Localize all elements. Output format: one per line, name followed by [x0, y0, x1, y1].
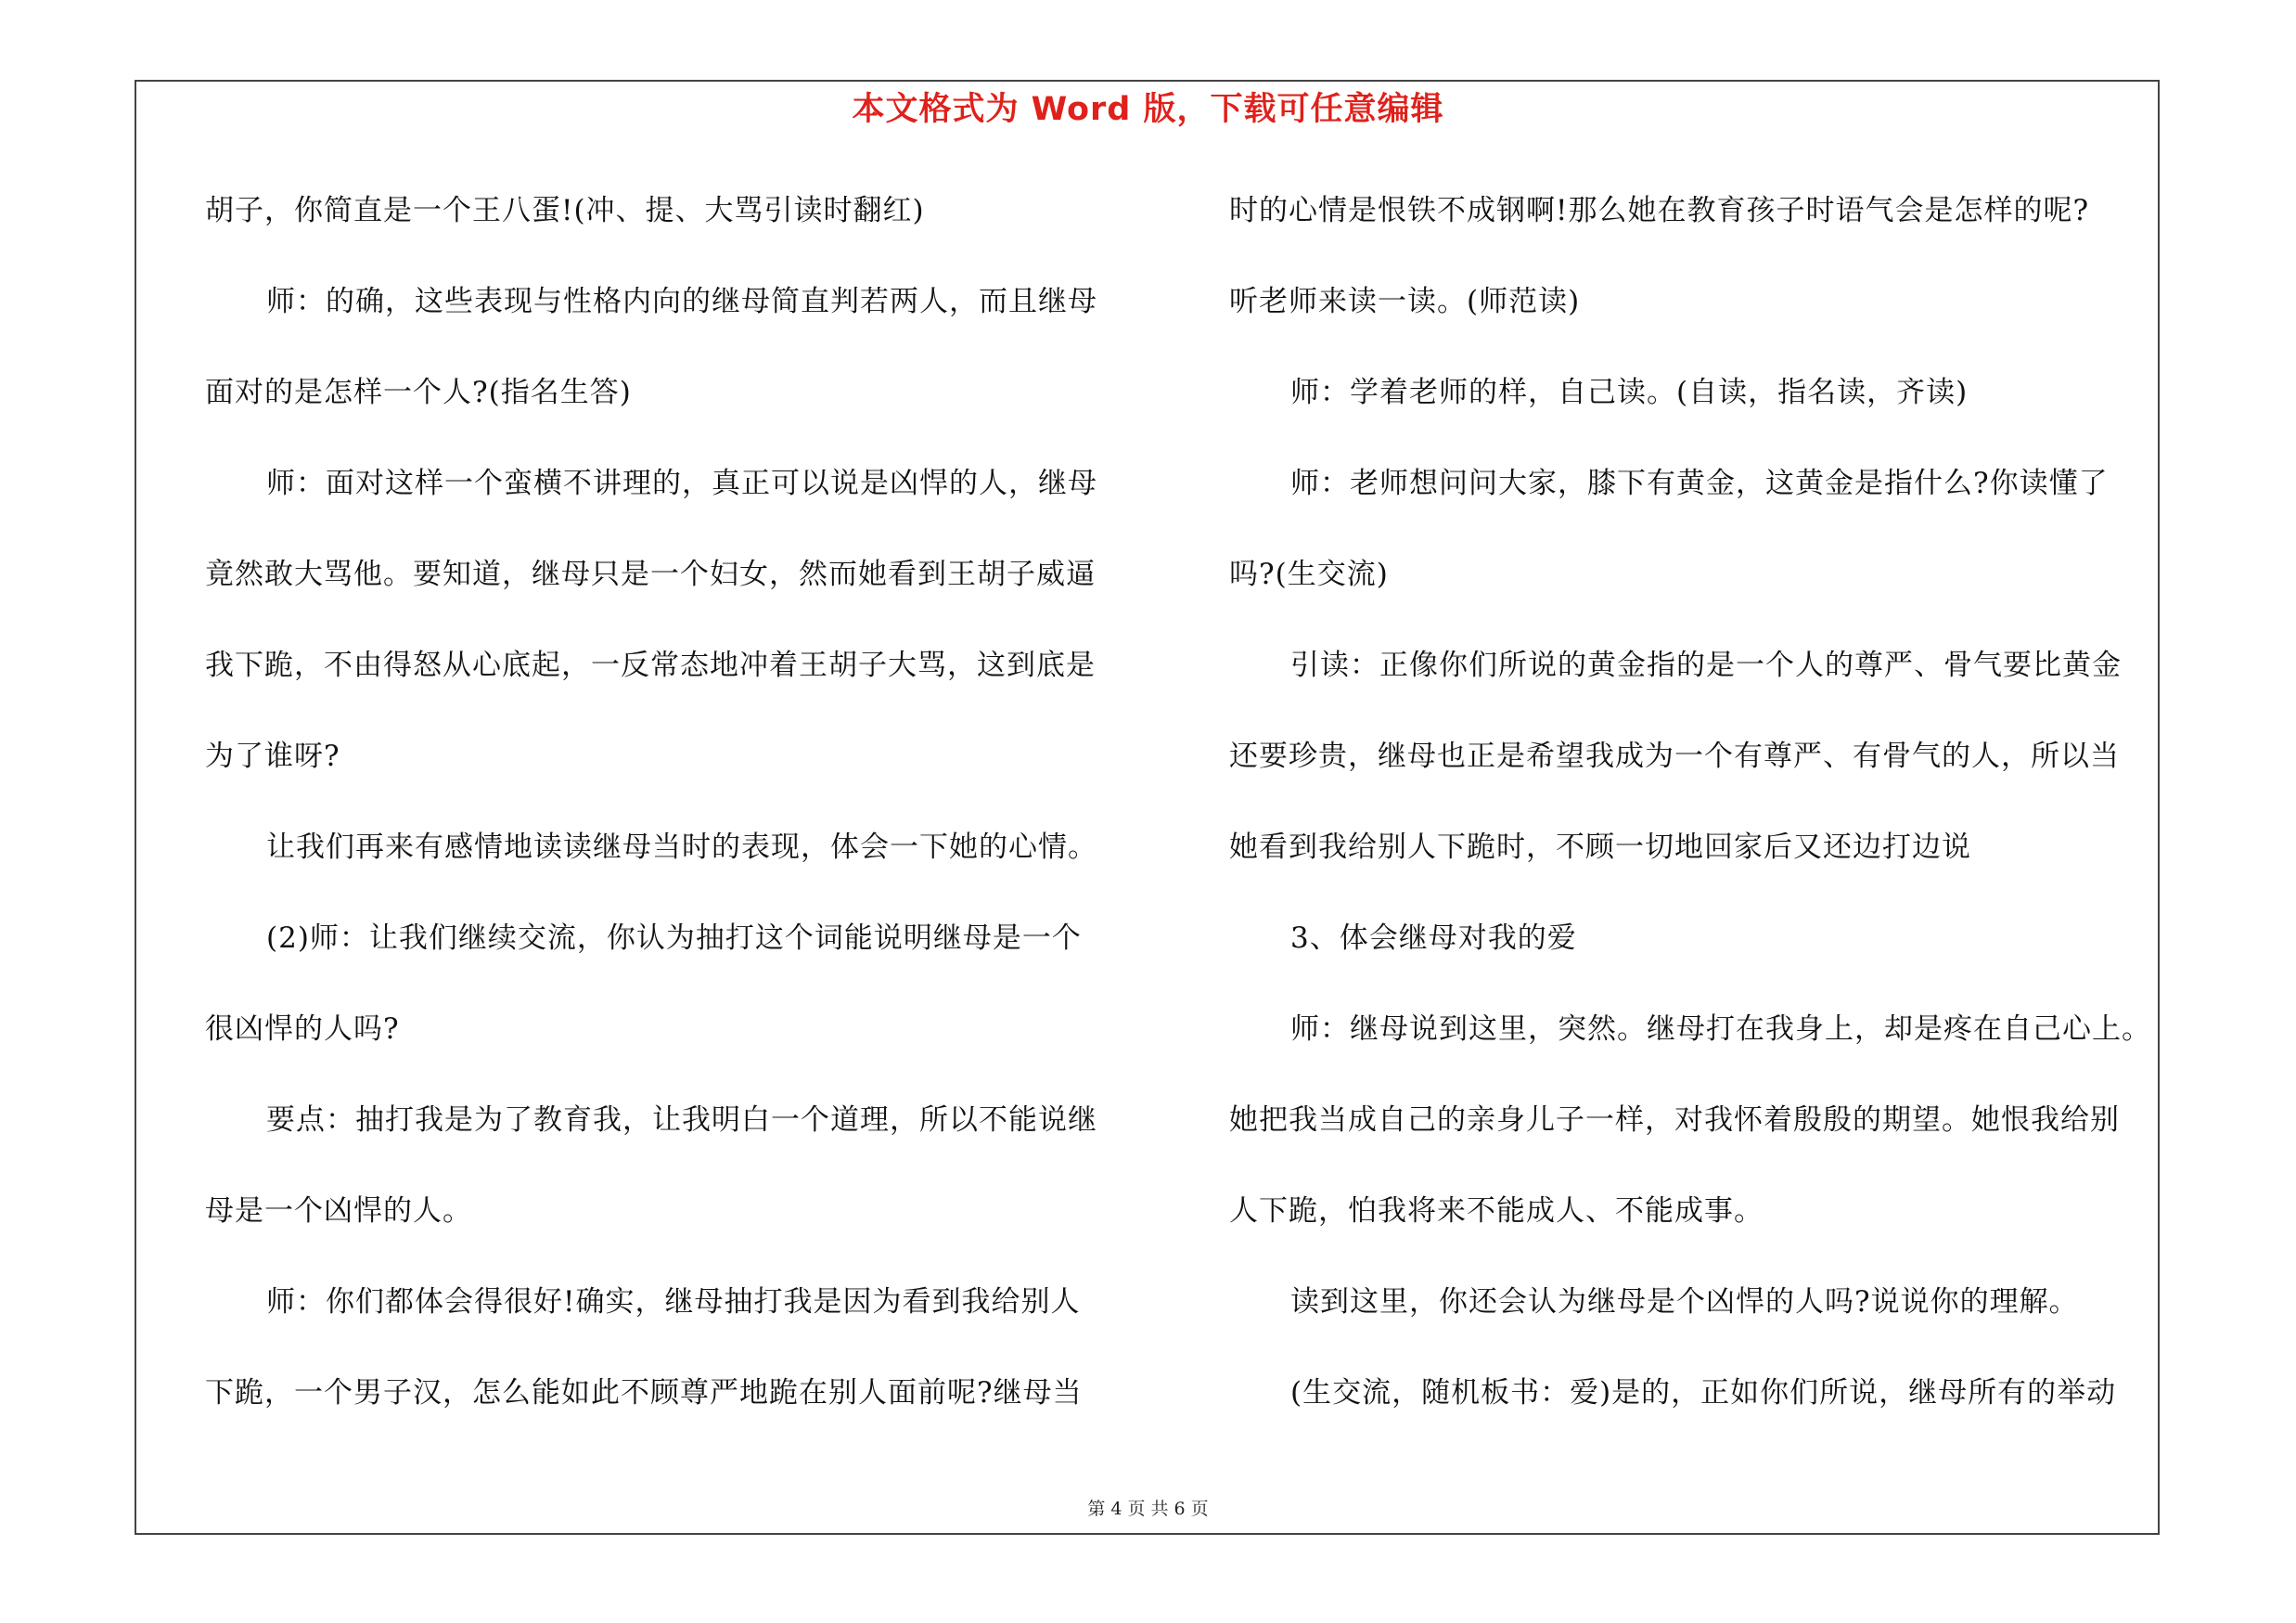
text-line: 下跪，一个男子汉，怎么能如此不顾尊严地跪在别人面前呢?继母当 [205, 1376, 1083, 1410]
text-line: (2)师：让我们继续交流，你认为抽打这个词能说明继母是一个 [266, 921, 1082, 955]
text-line: 引读：正像你们所说的黄金指的是一个人的尊严、骨气要比黄金 [1290, 649, 2122, 682]
text-line: 师：你们都体会得很好!确实，继母抽打我是因为看到我给别人 [266, 1285, 1081, 1319]
text-line: 吗?(生交流) [1229, 558, 1389, 591]
text-line: 时的心情是恨铁不成钢啊!那么她在教育孩子时语气会是怎样的呢? [1229, 194, 2090, 227]
right-column [1229, 184, 2157, 1457]
text-line: 3、体会继母对我的爱 [1290, 921, 1577, 955]
text-line: 她把我当成自己的亲身儿子一样，对我怀着殷殷的期望。她恨我给别 [1229, 1103, 2120, 1137]
text-line: 还要珍贵，继母也正是希望我成为一个有尊严、有骨气的人，所以当 [1229, 740, 2120, 773]
text-line: 胡子，你简直是一个王八蛋!(冲、提、大骂引读时翻红) [205, 194, 925, 227]
page-number: 第 4 页 共 6 页 [1087, 1499, 1209, 1519]
text-line: 师：学着老师的样，自己读。(自读，指名读，齐读) [1290, 376, 1969, 409]
text-line: 人下跪，怕我将来不能成人、不能成事。 [1229, 1194, 1764, 1228]
text-line: 我下跪，不由得怒从心底起，一反常态地冲着王胡子大骂，这到底是 [205, 649, 1096, 682]
text-line: 让我们再来有感情地读读继母当时的表现，体会一下她的心情。 [266, 831, 1097, 864]
text-line: 母是一个凶悍的人。 [205, 1194, 472, 1228]
text-line: 师：老师想问问大家，膝下有黄金，这黄金是指什么?你读懂了 [1290, 467, 2109, 500]
left-column [205, 184, 1133, 1457]
text-line: 她看到我给别人下跪时，不顾一切地回家后又还边打边说 [1229, 831, 1971, 864]
text-line: 读到这里，你还会认为继母是个凶悍的人吗?说说你的理解。 [1290, 1285, 2079, 1319]
text-line: 师：继母说到这里，突然。继母打在我身上，却是疼在自己心上。 [1290, 1012, 2151, 1046]
text-line: 竟然敢大骂他。要知道，继母只是一个妇女，然而她看到王胡子威逼 [205, 558, 1096, 591]
text-line: 面对的是怎样一个人?(指名生答) [205, 376, 632, 409]
text-line: 师：面对这样一个蛮横不讲理的，真正可以说是凶悍的人，继母 [266, 467, 1097, 500]
document-header: 本文格式为 Word 版，下载可任意编辑 [852, 91, 1444, 128]
text-line: 很凶悍的人吗? [205, 1012, 400, 1046]
text-line: 师：的确，这些表现与性格内向的继母简直判若两人，而且继母 [266, 285, 1097, 318]
text-line: 为了谁呀? [205, 740, 340, 773]
text-line: (生交流，随机板书：爱)是的，正如你们所说，继母所有的举动 [1290, 1376, 2117, 1410]
text-line: 听老师来读一读。(师范读) [1229, 285, 1581, 318]
text-line: 要点：抽打我是为了教育我，让我明白一个道理，所以不能说继 [266, 1103, 1097, 1137]
